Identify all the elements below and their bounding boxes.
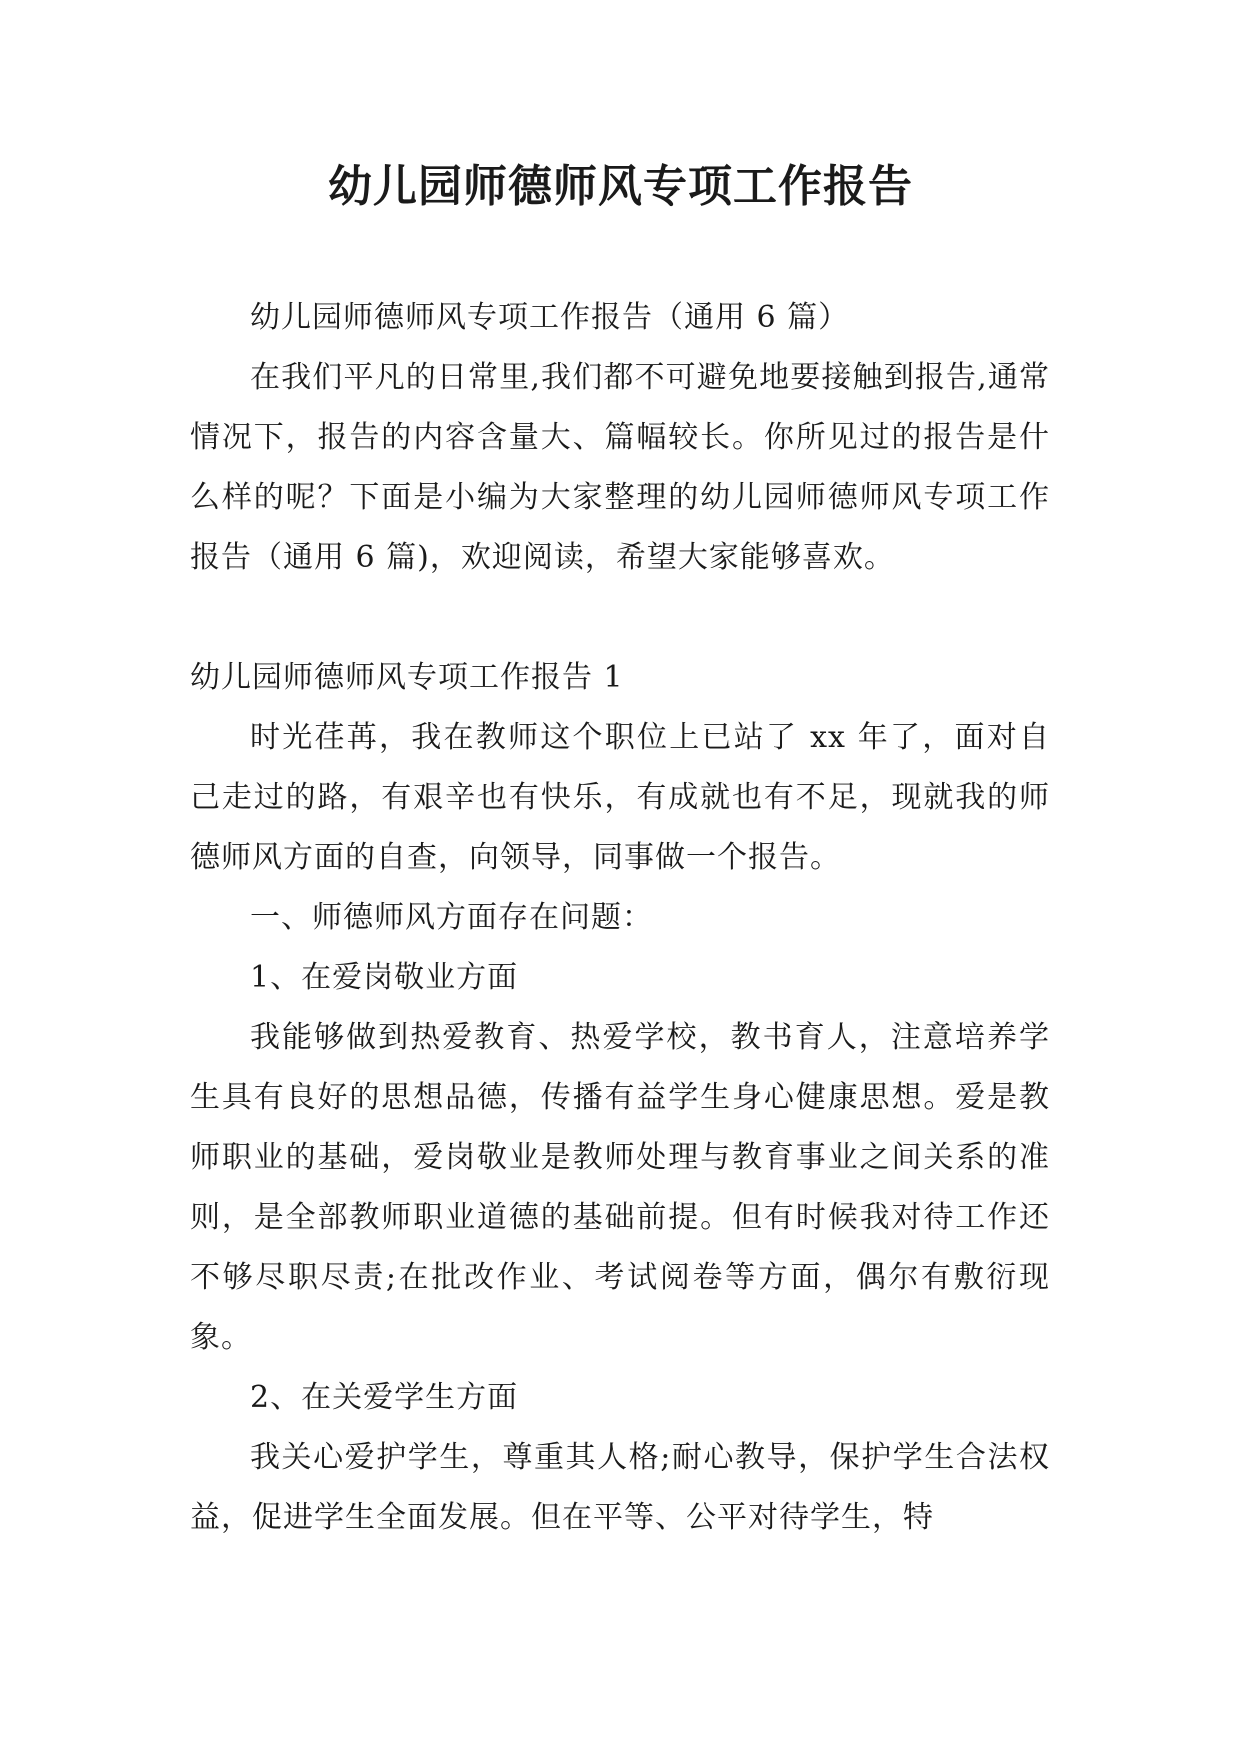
section-heading: 幼儿园师德师风专项工作报告 1 xyxy=(190,660,624,695)
paragraph-intro: 在我们平凡的日常里,我们都不可避免地要接触到报告,通常情况下，报告的内容含量大、篇幅较长。你所见过的报告是什么样的呢？下面是小编为大家整理的幼儿园师德师风专项工作报告（通用 6 篇)，欢迎阅读，希望大家能够喜欢。 xyxy=(190,360,1050,575)
document-title: 幼儿园师德师风专项工作报告 xyxy=(328,161,913,212)
paragraph-dedication: 我能够做到热爱教育、热爱学校，教书育人，注意培养学生具有良好的思想品德，传播有益学生身心健康思想。爱是教师职业的基础，爱岗敬业是教师处理与教育事业之间关系的准则，是全部教师职业道德的基础前提。但有时候我对待工作还不够尽职尽责;在批改作业、考试阅卷等方面，偶尔有敷衍现象。 xyxy=(190,1020,1050,1355)
heading-caring: 2、在关爱学生方面 xyxy=(250,1380,519,1415)
document-body xyxy=(190,288,1050,1548)
heading-problems: 一、师德师风方面存在问题： xyxy=(250,900,653,935)
paragraph-opening: 时光荏苒，我在教师这个职位上已站了 xx 年了，面对自己走过的路，有艰辛也有快乐，有成就也有不足，现就我的师德师风方面的自查，向领导，同事做一个报告。 xyxy=(190,720,1050,875)
heading-dedication: 1、在爱岗敬业方面 xyxy=(250,960,519,995)
paragraph-caring: 我关心爱护学生，尊重其人格;耐心教导，保护学生合法权益，促进学生全面发展。但在平等、公平对待学生，特 xyxy=(190,1440,1050,1535)
paragraph-subtitle: 幼儿园师德师风专项工作报告（通用 6 篇） xyxy=(250,300,850,335)
